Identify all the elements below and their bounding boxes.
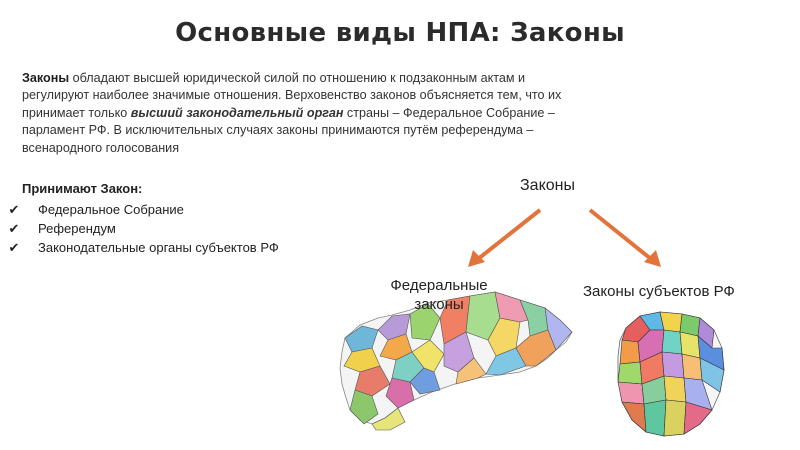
region-map-image	[616, 308, 728, 444]
adopt-item-label: Федеральное Собрание	[38, 202, 184, 217]
arrow-icon	[590, 210, 661, 267]
check-mark-icon: ✔	[8, 221, 20, 236]
federal-laws-label: Федеральные законы	[390, 277, 488, 313]
adopt-item-label: Референдум	[38, 221, 116, 236]
paragraph-bold-italic: высший законодательный орган	[130, 105, 344, 120]
paragraph-text-1: обладают высшей юридической силой по отношению к подзаконным актам и регулируют наиболее значимые отношения. Верховенство законов объясняется тем, что их принимает только	[22, 71, 562, 120]
paragraph-text-2: страны – Федеральное Собрание – парламент РФ. В исключительных случаях законы принимаются путём референдума – всенародного голосования	[22, 105, 555, 155]
adopt-item-label: Законодательные органы субъектов РФ	[38, 240, 279, 255]
arrow-icon	[468, 210, 540, 267]
paragraph-bold-start: Законы	[22, 71, 70, 85]
adopt-heading: Принимают Закон:	[22, 181, 143, 196]
subject-laws-label: Законы субъектов РФ	[583, 283, 735, 300]
check-mark-icon: ✔	[8, 202, 20, 217]
slide-title: Основные виды НПА: Законы	[175, 18, 625, 48]
check-mark-icon: ✔	[8, 240, 20, 255]
diagram-root-label: Законы	[520, 177, 575, 194]
